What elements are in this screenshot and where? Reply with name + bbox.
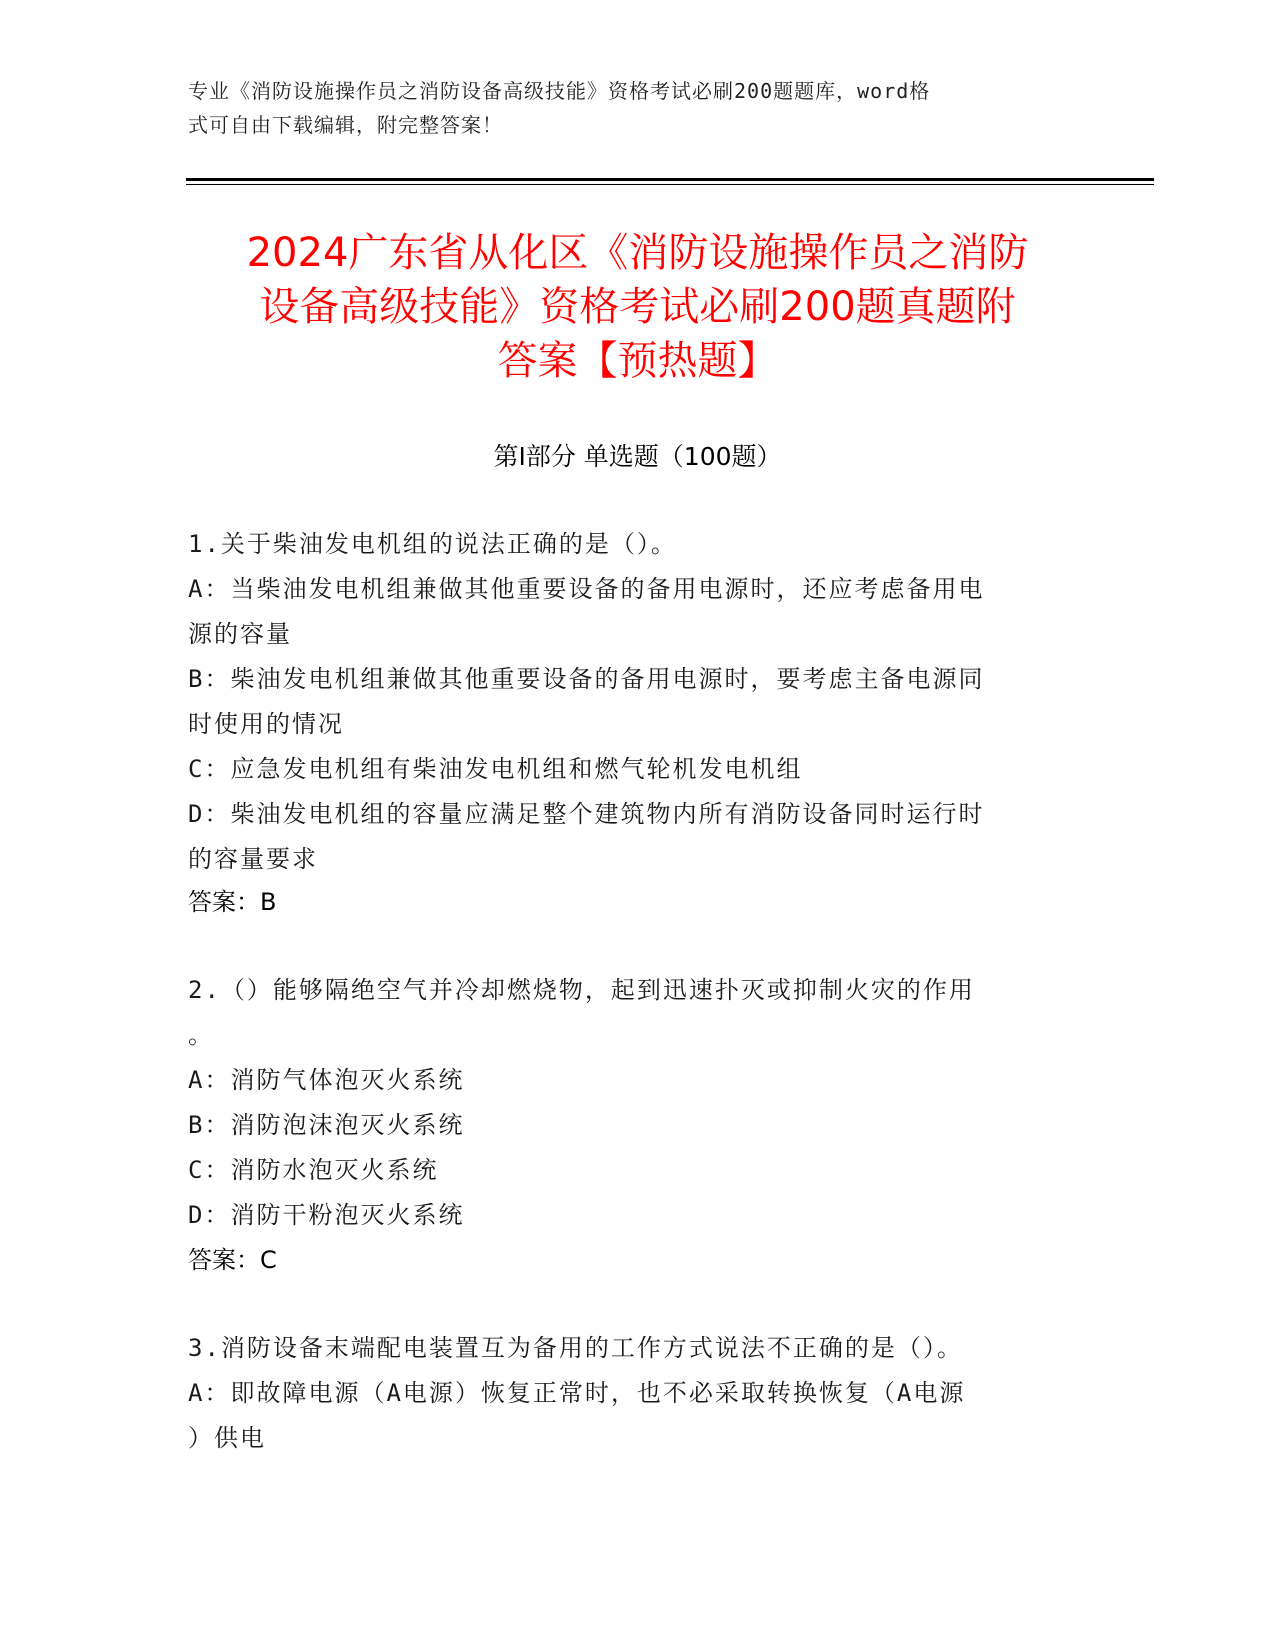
question-stem-line: 。 <box>188 1021 214 1049</box>
option-b <box>188 1103 1068 1148</box>
option-line: C：应急发电机组有柴油发电机组和燃气轮机发电机组 <box>188 755 803 783</box>
option-a <box>188 567 1068 657</box>
option-line: ）供电 <box>188 1424 266 1452</box>
option-c <box>188 1148 1068 1193</box>
option-line: C：消防水泡灭火系统 <box>188 1156 439 1184</box>
document-title <box>160 226 1115 388</box>
section-heading: 第Ⅰ部分 单选题（100题） <box>493 442 782 471</box>
header-note-line: 专业《消防设施操作员之消防设备高级技能》资格考试必刷200题题库，word格 <box>188 79 931 103</box>
option-line: B：柴油发电机组兼做其他重要设备的备用电源时，要考虑主备电源同 <box>188 665 985 693</box>
option-b <box>188 657 1068 747</box>
document-title-line: 2024广东省从化区《消防设施操作员之消防 <box>246 230 1029 276</box>
header-note <box>188 74 1068 142</box>
header-divider-thick <box>186 178 1154 181</box>
option-line: A：消防气体泡灭火系统 <box>188 1066 465 1094</box>
option-line: 的容量要求 <box>188 845 318 873</box>
document-title-line: 设备高级技能》资格考试必刷200题真题附 <box>259 284 1016 330</box>
answer-label: 答案：C <box>188 1246 277 1274</box>
option-c <box>188 747 1068 792</box>
option-line: D：柴油发电机组的容量应满足整个建筑物内所有消防设备同时运行时 <box>188 800 985 828</box>
question-stem-line: 2.（）能够隔绝空气并冷却燃烧物，起到迅速扑灭或抑制火灾的作用 <box>188 976 975 1004</box>
question-stem <box>188 968 1068 1058</box>
option-line: D：消防干粉泡灭火系统 <box>188 1201 465 1229</box>
question-stem <box>188 522 1068 567</box>
option-line: 时使用的情况 <box>188 710 344 738</box>
option-d <box>188 1193 1068 1238</box>
document-title-line: 答案【预热题】 <box>497 338 778 384</box>
answer-label: 答案：B <box>188 888 277 916</box>
question-stem <box>188 1326 1068 1371</box>
option-line: A：当柴油发电机组兼做其他重要设备的备用电源时，还应考虑备用电 <box>188 575 985 603</box>
option-a <box>188 1058 1068 1103</box>
option-a <box>188 1371 1068 1461</box>
option-d <box>188 792 1068 882</box>
option-line: B：消防泡沫泡灭火系统 <box>188 1111 465 1139</box>
question-stem-line: 1.关于柴油发电机组的说法正确的是（）。 <box>188 530 677 558</box>
header-divider-thin <box>186 184 1154 185</box>
question-stem-line: 3.消防设备末端配电装置互为备用的工作方式说法不正确的是（）。 <box>188 1334 963 1362</box>
header-note-line: 式可自由下载编辑，附完整答案！ <box>188 113 503 137</box>
option-line: 源的容量 <box>188 620 292 648</box>
option-line: A：即故障电源（A电源）恢复正常时，也不必采取转换恢复（A电源 <box>188 1379 966 1407</box>
